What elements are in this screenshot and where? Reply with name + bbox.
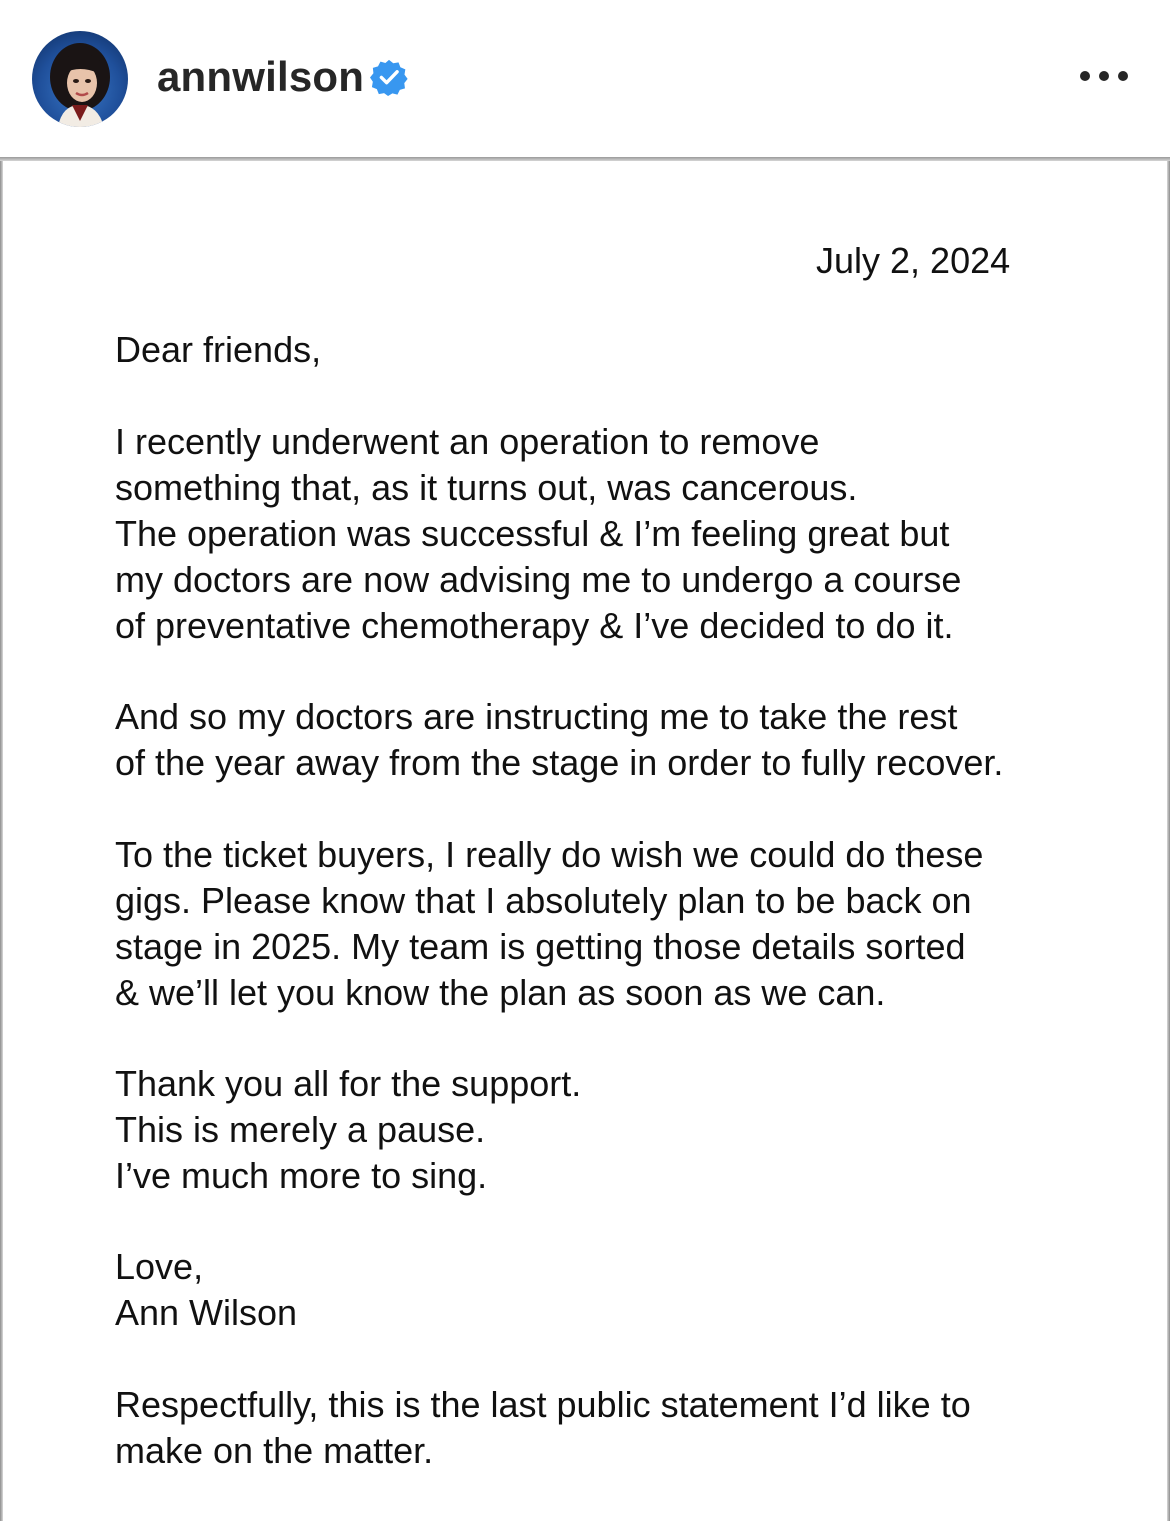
- avatar-portrait-icon: [32, 31, 128, 127]
- more-options-icon[interactable]: [1078, 64, 1130, 88]
- paragraph-line: And so my doctors are instructing me to take the rest: [115, 696, 958, 737]
- verified-badge-icon: [370, 58, 408, 96]
- paragraph-line: something that, as it turns out, was cancerous.: [115, 467, 858, 508]
- paragraph-line: I’ve much more to sing.: [115, 1155, 488, 1196]
- paragraph-line: Thank you all for the support.: [115, 1063, 582, 1104]
- postscript-line: Respectfully, this is the last public statement I’d like to: [115, 1384, 971, 1425]
- paragraph-line: & we’ll let you know the plan as soon as we can.: [115, 972, 886, 1013]
- paragraph-line: To the ticket buyers, I really do wish we could do these: [115, 834, 984, 875]
- postscript-line: make on the matter.: [115, 1430, 434, 1471]
- letter-date: July 2, 2024: [816, 240, 1011, 281]
- letter-edge-left: [0, 161, 3, 1521]
- paragraph-line: The operation was successful & I’m feeling great but: [115, 513, 950, 554]
- letter-signoff: [115, 1244, 297, 1336]
- post-header: [0, 0, 1170, 157]
- paragraph-line: This is merely a pause.: [115, 1109, 486, 1150]
- profile-avatar[interactable]: [32, 31, 128, 127]
- paragraph-line: of preventative chemotherapy & I’ve decided to do it.: [115, 605, 954, 646]
- letter-paragraph-4: [115, 1061, 581, 1199]
- signoff-line: Love,: [115, 1246, 204, 1287]
- letter-paragraph-2: [115, 694, 1003, 786]
- letter-paragraph-1: [115, 419, 961, 649]
- paragraph-line: my doctors are now advising me to undergo a course: [115, 559, 962, 600]
- letter-postscript: [115, 1382, 971, 1474]
- letter-greeting: [115, 327, 321, 373]
- letter-paragraph-3: [115, 832, 983, 1016]
- paragraph-line: stage in 2025. My team is getting those details sorted: [115, 926, 966, 967]
- greeting-line: Dear friends,: [115, 329, 322, 370]
- paragraph-line: of the year away from the stage in order to fully recover.: [115, 742, 1004, 783]
- username[interactable]: annwilson: [157, 53, 365, 100]
- signature-name: Ann Wilson: [115, 1292, 298, 1333]
- paragraph-line: I recently underwent an operation to remove: [115, 421, 820, 462]
- paragraph-line: gigs. Please know that I absolutely plan to be back on: [115, 880, 972, 921]
